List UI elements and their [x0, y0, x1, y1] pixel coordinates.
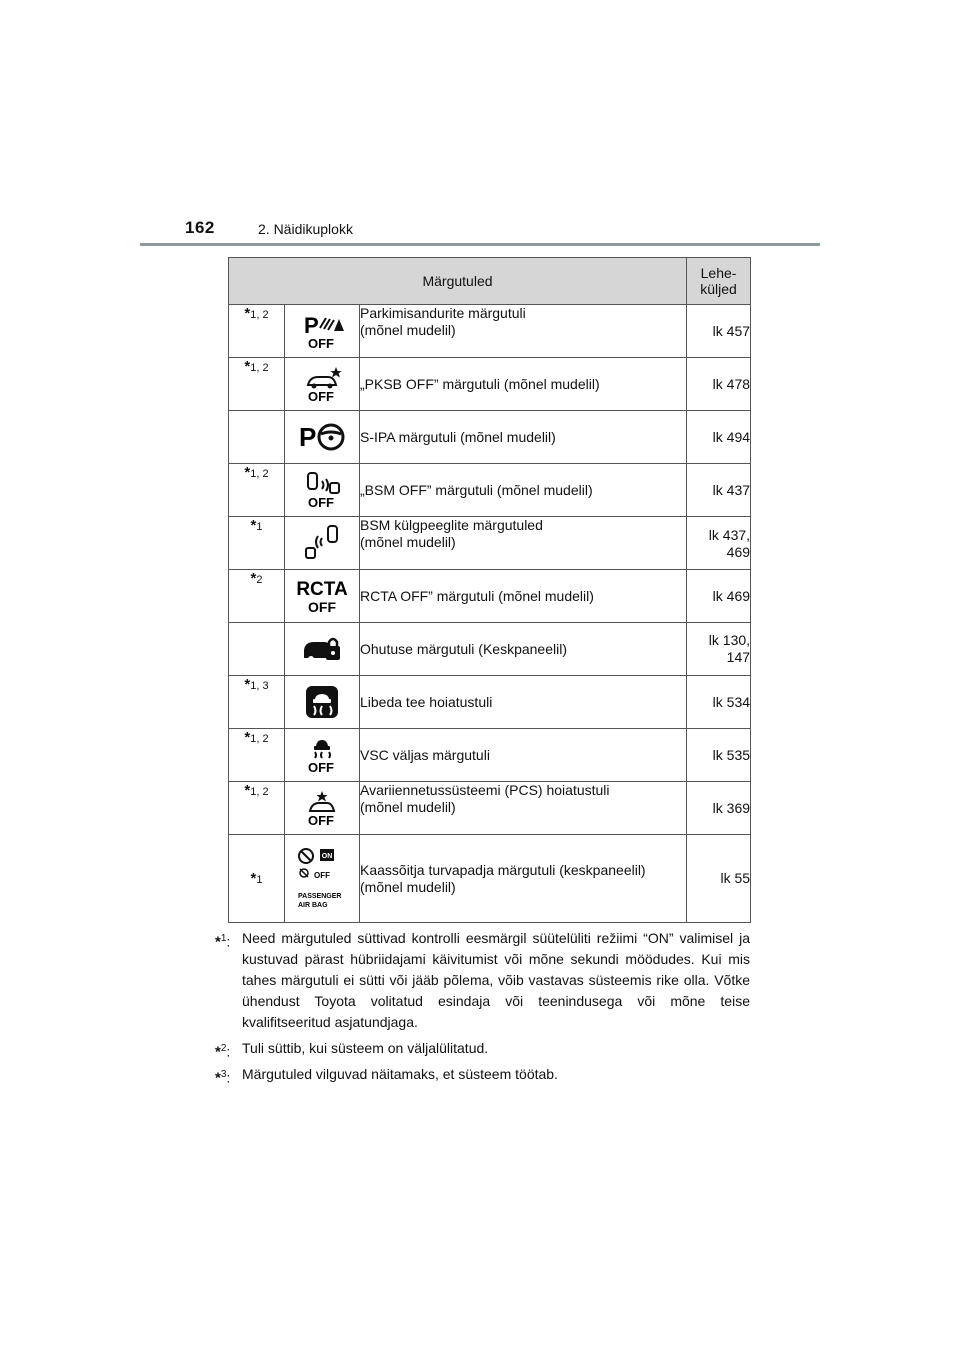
footnote-mark: *1, 2 — [229, 464, 285, 517]
page-reference: lk 437, 469 — [687, 517, 751, 570]
vsc-off-icon — [285, 729, 360, 782]
s-ipa-icon — [285, 411, 360, 464]
svg-text:P: P — [299, 422, 317, 452]
footnote: *$^3$: Märgutuled vilguvad näitamaks, et süsteem töötab. — [215, 1066, 558, 1087]
table-row — [229, 729, 751, 782]
rcta-off-icon — [285, 570, 360, 623]
svg-text:OFF: OFF — [308, 813, 334, 827]
indicator-description: S-IPA märgutuli (mõnel mudelil) — [360, 411, 687, 464]
col-header-page: Lehe- küljed — [687, 258, 751, 305]
footnote-mark: *1, 2 — [229, 305, 285, 358]
table-row — [229, 782, 751, 835]
footnote-mark: *1, 2 — [229, 782, 285, 835]
slippery-road-icon — [285, 676, 360, 729]
svg-text:OFF: OFF — [308, 336, 334, 350]
pksb-off-icon — [285, 358, 360, 411]
section-title: 2. Näidikuplokk — [258, 221, 353, 237]
page-reference: lk 494 — [687, 411, 751, 464]
indicator-description: VSC väljas märgutuli — [360, 729, 687, 782]
indicator-description: RCTA OFF” märgutuli (mõnel mudelil) — [360, 570, 687, 623]
footnote-mark: *1 — [229, 835, 285, 923]
indicator-description: „PKSB OFF” märgutuli (mõnel mudelil) — [360, 358, 687, 411]
svg-text:OFF: OFF — [314, 870, 330, 880]
footnote: *$^1$: Need märgutuled süttivad kontrolli eesmärgil süütelüliti režiimi “ON” valimisel ja kustuvad pärast hübriidajami käivitumist või mõne sekundi möödudes. Kui mis tahes märgutuli ei sütti või jääb põlema, võib vastavas süsteemis rike olla. Võtke ühendust Toyota volitatud esindaja või teenindusega või mõne teise kvalifitseeritud asjatundjaga. — [215, 930, 750, 1030]
indicator-description: Ohutuse märgutuli (Keskpaneelil) — [360, 623, 687, 676]
page-reference: lk 437 — [687, 464, 751, 517]
indicator-description: Parkimisandurite märgutuli (mõnel mudelil) — [360, 305, 687, 358]
page-reference: lk 535 — [687, 729, 751, 782]
table-header-row — [229, 258, 751, 305]
table-row — [229, 517, 751, 570]
footnote-mark — [229, 623, 285, 676]
footnote-mark — [229, 411, 285, 464]
page-reference: lk 55 — [687, 835, 751, 923]
table-row — [229, 305, 751, 358]
table-row — [229, 570, 751, 623]
table-row — [229, 835, 751, 923]
indicator-table — [228, 257, 751, 923]
table-row — [229, 464, 751, 517]
indicator-description: „BSM OFF” märgutuli (mõnel mudelil) — [360, 464, 687, 517]
footnotes — [215, 928, 750, 1090]
svg-text:OFF: OFF — [308, 599, 336, 615]
footnote: *$^2$: Tuli süttib, kui süsteem on väljalülitatud. — [215, 1040, 489, 1061]
table-row — [229, 411, 751, 464]
footnote-mark: *1 — [229, 517, 285, 570]
table-row — [229, 623, 751, 676]
footnote-mark: *2 — [229, 570, 285, 623]
parking-sensor-off-icon — [285, 305, 360, 358]
page-reference: lk 457 — [687, 305, 751, 358]
passenger-airbag-icon — [285, 835, 360, 923]
page-reference: lk 534 — [687, 676, 751, 729]
svg-text:RCTA: RCTA — [296, 579, 348, 600]
bsm-mirror-icon — [285, 517, 360, 570]
svg-text:OFF: OFF — [308, 389, 334, 403]
table-row — [229, 676, 751, 729]
page-reference: lk 369 — [687, 782, 751, 835]
col-header-indicator: Märgutuled — [229, 258, 687, 305]
header-rule — [140, 243, 820, 246]
page-reference: lk 130, 147 — [687, 623, 751, 676]
footnote-mark: *1, 2 — [229, 358, 285, 411]
indicator-description: BSM külgpeeglite märgutuled (mõnel mudelil) — [360, 517, 687, 570]
footnote-mark: *1, 3 — [229, 676, 285, 729]
svg-text:P: P — [304, 313, 319, 338]
svg-text:ON: ON — [321, 852, 333, 860]
svg-text:OFF: OFF — [308, 760, 334, 774]
page-header — [140, 218, 820, 244]
svg-text:PASSENGER: PASSENGER — [298, 892, 342, 900]
pcs-off-icon — [285, 782, 360, 835]
table-row — [229, 358, 751, 411]
bsm-off-icon — [285, 464, 360, 517]
indicator-description: Libeda tee hoiatustuli — [360, 676, 687, 729]
svg-text:OFF: OFF — [308, 495, 334, 509]
svg-text:AIR BAG: AIR BAG — [298, 901, 328, 909]
footnote-mark: *1, 2 — [229, 729, 285, 782]
indicator-description: Kaassõitja turvapadja märgutuli (keskpaneelil) (mõnel mudelil) — [360, 835, 687, 923]
page-reference: lk 469 — [687, 570, 751, 623]
security-car-lock-icon — [285, 623, 360, 676]
page-reference: lk 478 — [687, 358, 751, 411]
page-number: 162 — [185, 218, 215, 237]
indicator-description: Avariiennetussüsteemi (PCS) hoiatustuli (mõnel mudelil) — [360, 782, 687, 835]
